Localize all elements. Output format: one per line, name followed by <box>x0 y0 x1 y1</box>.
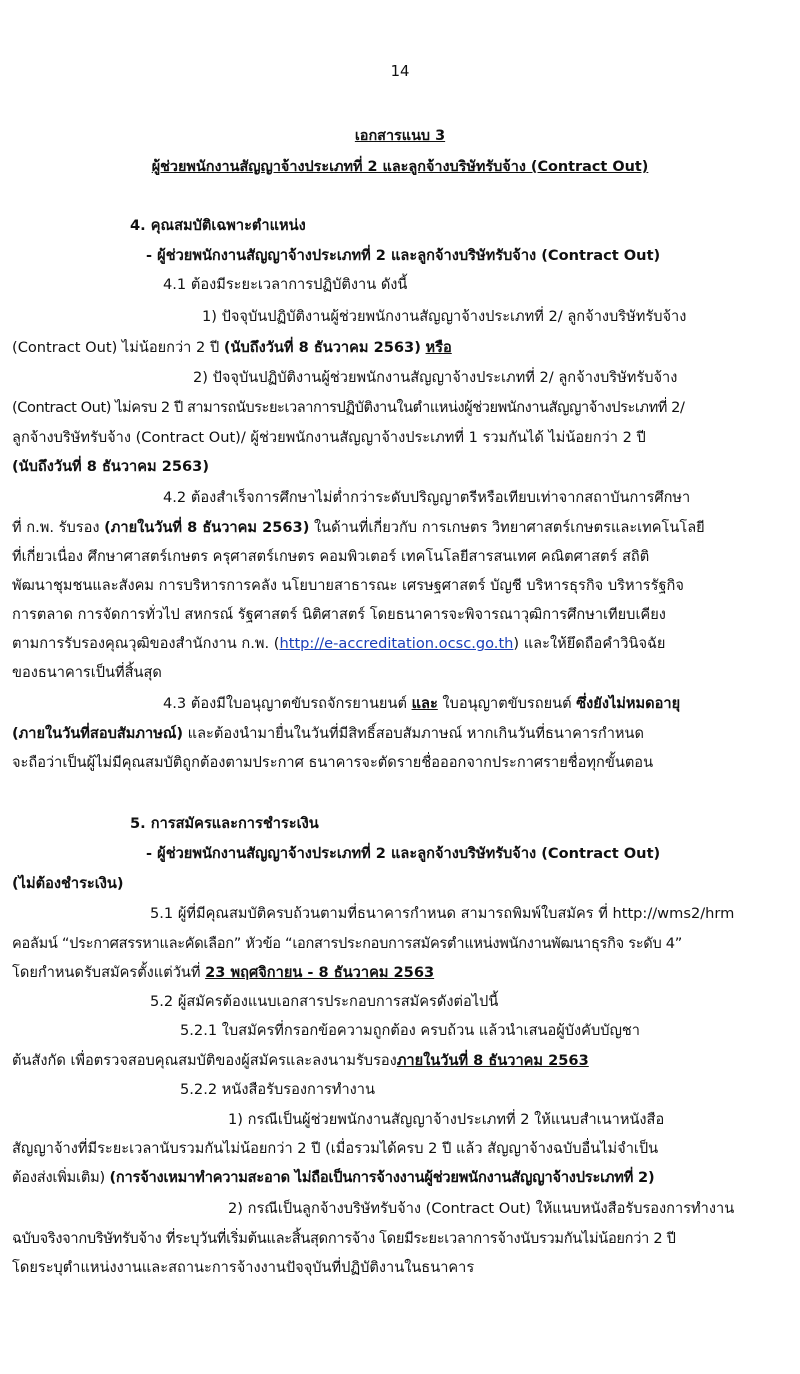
item-5-2: 5.2 ผู้สมัครต้องแนบเอกสารประกอบการสมัครดังต่อไปนี้ <box>150 993 499 1010</box>
item-4-2-line5: การตลาด การจัดการทั่วไป สหกรณ์ รัฐศาสตร์ นิติศาสตร์ โดยธนาคารจะพิจารณาวุฒิการศึกษาเทียบเคียง <box>12 606 666 623</box>
item-4-3-line3: จะถือว่าเป็นผู้ไม่มีคุณสมบัติถูกต้องตามประกาศ ธนาคารจะตัดรายชื่อออกจากประกาศรายชื่อทุกขั้นตอน <box>12 754 654 771</box>
accreditation-link[interactable]: http://e-accreditation.ocsc.go.th <box>279 635 514 652</box>
item-4-1-2-line2: (Contract Out) ไม่ครบ 2 ปี สามารถนับระยะเวลาการปฏิบัติงานในตำแหน่งผู้ช่วยพนักงานสัญญาจ้างประเภทที่ 2/ <box>12 399 685 416</box>
item-5-2-2-1-line2: สัญญาจ้างที่มีระยะเวลานับรวมกันไม่น้อยกว่า 2 ปี (เมื่อรวมได้ครบ 2 ปี แล้ว สัญญาจ้างฉบับอื่นไม่จำเป็น <box>12 1140 659 1157</box>
item-4-1-2-line1: 2) ปัจจุบันปฏิบัติงานผู้ช่วยพนักงานสัญญาจ้างประเภทที่ 2/ ลูกจ้างบริษัทรับจ้าง <box>193 369 678 386</box>
item-4-2-line7: ของธนาคารเป็นที่สิ้นสุด <box>12 664 162 681</box>
item-5-1-line2: คอลัมน์ “ประกาศสรรหาและคัดเลือก” หัวข้อ “เอกสารประกอบการสมัครตำแหน่งพนักงานพัฒนาธุรกิจ ระดับ 4” <box>12 935 683 952</box>
item-4-1: 4.1 ต้องมีระยะเวลาการปฏิบัติงาน ดังนี้ <box>163 276 408 293</box>
item-5-2-2-2-line2: ฉบับจริงจากบริษัทรับจ้าง ที่ระบุวันที่เริ่มต้นและสิ้นสุดการจ้าง โดยมีระยะเวลาการจ้างนับรวมกันไม่น้อยกว่า 2 ปี <box>12 1230 676 1247</box>
section-4-heading: 4. คุณสมบัติเฉพาะตำแหน่ง <box>130 217 306 234</box>
item-5-1-line3: โดยกำหนดรับสมัครตั้งแต่วันที่ 23 พฤศจิกายน - 8 ธันวาคม 2563 <box>12 964 435 981</box>
item-4-1-1-line1: 1) ปัจจุบันปฏิบัติงานผู้ช่วยพนักงานสัญญาจ้างประเภทที่ 2/ ลูกจ้างบริษัทรับจ้าง <box>202 308 687 325</box>
item-4-1-1-line2: (Contract Out) ไม่น้อยกว่า 2 ปี (นับถึงวันที่ 8 ธันวาคม 2563) หรือ <box>12 339 452 356</box>
attachment-title: เอกสารแนบ 3 <box>354 128 446 144</box>
item-4-3-line2: (ภายในวันที่สอบสัมภาษณ์) และต้องนำมายื่นในวันที่มีสิทธิ์สอบสัมภาษณ์ หากเกินวันที่ธนาคารกำหนด <box>12 725 644 742</box>
item-5-2-2-1-line3: ต้องส่งเพิ่มเติม) (การจ้างเหมาทำความสะอาด ไม่ถือเป็นการจ้างงานผู้ช่วยพนักงานสัญญาจ้างประเภทที่ 2) <box>12 1169 655 1186</box>
attachment-subtitle: ผู้ช่วยพนักงานสัญญาจ้างประเภทที่ 2 และลูกจ้างบริษัทรับจ้าง (Contract Out) <box>151 159 649 175</box>
item-4-1-2-line4: (นับถึงวันที่ 8 ธันวาคม 2563) <box>12 458 210 475</box>
item-5-2-1-line1: 5.2.1 ใบสมัครที่กรอกข้อความถูกต้อง ครบถ้วน แล้วนำเสนอผู้บังคับบัญชา <box>180 1022 641 1039</box>
section-5-heading: 5. การสมัครและการชำระเงิน <box>130 815 319 832</box>
section-5-subheading-2: (ไม่ต้องชำระเงิน) <box>12 875 124 892</box>
item-5-2-2-1-line1: 1) กรณีเป็นผู้ช่วยพนักงานสัญญาจ้างประเภทที่ 2 ให้แนบสำเนาหนังสือ <box>228 1111 665 1128</box>
section-5-subheading: - ผู้ช่วยพนักงานสัญญาจ้างประเภทที่ 2 และลูกจ้างบริษัทรับจ้าง (Contract Out) <box>146 845 661 862</box>
item-4-2-line3: ที่เกี่ยวเนื่อง ศึกษาศาสตร์เกษตร ครุศาสตร์เกษตร คอมพิวเตอร์ เทคโนโลยีสารสนเทศ คณิตศาสตร์ สถิติ <box>12 548 650 565</box>
item-5-2-1-line2: ต้นสังกัด เพื่อตรวจสอบคุณสมบัติของผู้สมัครและลงนามรับรองภายในวันที่ 8 ธันวาคม 2563 <box>12 1052 589 1069</box>
item-5-1-line1: 5.1 ผู้ที่มีคุณสมบัติครบถ้วนตามที่ธนาคารกำหนด สามารถพิมพ์ใบสมัคร ที่ http://wms2/hrm <box>150 905 735 922</box>
item-4-1-2-line3: ลูกจ้างบริษัทรับจ้าง (Contract Out)/ ผู้ช่วยพนักงานสัญญาจ้างประเภทที่ 1 รวมกันได้ ไม่น้อยกว่า 2 ปี <box>12 429 646 446</box>
page-number: 14 <box>390 63 410 80</box>
item-4-2-line4: พัฒนาชุมชนและสังคม การบริหารการคลัง นโยบายสาธารณะ เศรษฐศาสตร์ บัญชี บริหารธุรกิจ บริหารรัฐกิจ <box>12 577 684 594</box>
item-4-2-line6: ตามการรับรองคุณวุฒิของสำนักงาน ก.พ. (http://e-accreditation.ocsc.go.th) และให้ยึดถือคำวินิจฉัย <box>12 635 666 652</box>
section-4-subheading: - ผู้ช่วยพนักงานสัญญาจ้างประเภทที่ 2 และลูกจ้างบริษัทรับจ้าง (Contract Out) <box>146 247 661 264</box>
item-4-3-line1: 4.3 ต้องมีใบอนุญาตขับรถจักรยานยนต์ และ ใบอนุญาตขับรถยนต์ ซึ่งยังไม่หมดอายุ <box>163 695 681 712</box>
item-4-2-line1: 4.2 ต้องสำเร็จการศึกษาไม่ต่ำกว่าระดับปริญญาตรีหรือเทียบเท่าจากสถาบันการศึกษา <box>163 489 691 506</box>
item-5-2-2-2-line3: โดยระบุตำแหน่งงานและสถานะการจ้างงานปัจจุบันที่ปฏิบัติงานในธนาคาร <box>12 1259 475 1276</box>
item-5-2-2: 5.2.2 หนังสือรับรองการทำงาน <box>180 1081 375 1098</box>
item-4-2-line2: ที่ ก.พ. รับรอง (ภายในวันที่ 8 ธันวาคม 2563) ในด้านที่เกี่ยวกับ การเกษตร วิทยาศาสตร์เกษตรและเทคโนโลยี <box>12 519 705 536</box>
item-5-2-2-2-line1: 2) กรณีเป็นลูกจ้างบริษัทรับจ้าง (Contract Out) ให้แนบหนังสือรับรองการทำงาน <box>228 1200 735 1217</box>
